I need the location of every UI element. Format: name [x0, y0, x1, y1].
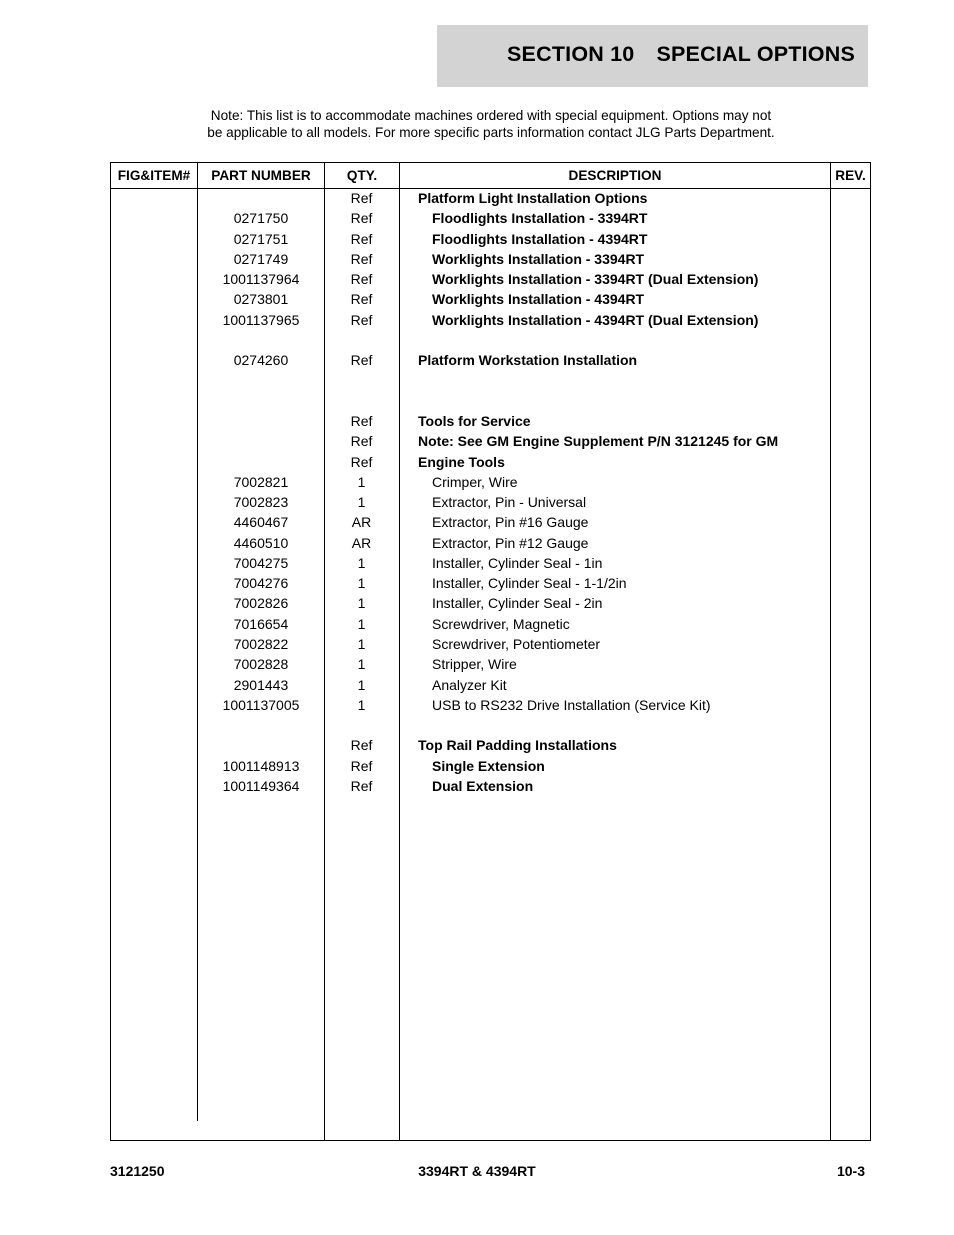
description-cell: Worklights Installation - 3394RT (Dual Extension)	[432, 271, 759, 287]
description-cell: Installer, Cylinder Seal - 1in	[432, 555, 603, 571]
description-cell: Engine Tools	[418, 454, 505, 470]
table-row	[111, 289, 870, 309]
table-row	[111, 452, 870, 472]
description-cell: Screwdriver, Magnetic	[432, 616, 570, 632]
qty-cell: Ref	[350, 413, 373, 429]
qty-cell: Ref	[350, 352, 373, 368]
description-cell: Worklights Installation - 3394RT	[432, 251, 645, 267]
section-title	[507, 42, 855, 67]
description-cell: Platform Light Installation Options	[418, 190, 648, 206]
part-number-cell: 1001137005	[222, 697, 300, 713]
part-number-cell: 4460510	[233, 535, 289, 551]
part-number-cell: 7002822	[233, 636, 289, 652]
description-cell: Worklights Installation - 4394RT	[432, 291, 645, 307]
qty-cell: Ref	[350, 251, 373, 267]
qty-cell: 1	[357, 575, 366, 591]
table-row	[111, 735, 870, 755]
description-cell: Installer, Cylinder Seal - 2in	[432, 595, 603, 611]
part-number-cell: 0273801	[233, 291, 289, 307]
qty-cell: Ref	[350, 271, 373, 287]
description-cell: Floodlights Installation - 4394RT	[432, 231, 648, 247]
note-line-2: be applicable to all models. For more specific parts information contact JLG Parts Department.	[207, 124, 775, 140]
qty-cell: 1	[357, 636, 366, 652]
part-number-cell: 7002826	[233, 595, 289, 611]
table-row	[111, 249, 870, 269]
parts-table	[110, 162, 871, 1141]
qty-cell: Ref	[350, 231, 373, 247]
qty-cell: Ref	[350, 312, 373, 328]
part-number-cell: 4460467	[233, 514, 289, 530]
description-cell: Analyzer Kit	[432, 677, 507, 693]
qty-cell: AR	[351, 535, 372, 551]
qty-cell: Ref	[350, 433, 373, 449]
part-number-cell: 7004276	[233, 575, 289, 591]
qty-cell: Ref	[350, 190, 373, 206]
table-row	[111, 188, 870, 208]
description-cell: Note: See GM Engine Supplement P/N 3121245 for GM	[418, 433, 779, 449]
part-number-cell: 0271749	[233, 251, 289, 267]
description-cell: Installer, Cylinder Seal - 1-1/2in	[432, 575, 627, 591]
part-number-cell: 7002828	[233, 656, 289, 672]
qty-cell: Ref	[350, 737, 373, 753]
qty-cell: 1	[357, 697, 366, 713]
applicability-note	[160, 108, 822, 141]
footer-doc-number: 3121250	[110, 1163, 165, 1179]
section-name: SPECIAL OPTIONS	[656, 42, 855, 66]
part-number-cell: 2901443	[233, 677, 289, 693]
qty-cell: 1	[357, 677, 366, 693]
table-row	[111, 492, 870, 512]
footer-page-number: 10-3	[836, 1163, 865, 1179]
table-row	[111, 776, 870, 796]
part-number-cell: 1001148913	[222, 758, 300, 774]
column-header-part-number: PART NUMBER	[211, 168, 311, 183]
table-row	[111, 411, 870, 431]
column-header-rev: REV.	[835, 168, 866, 183]
qty-cell: Ref	[350, 454, 373, 470]
table-row	[111, 553, 870, 573]
qty-cell: 1	[357, 656, 366, 672]
qty-cell: Ref	[350, 291, 373, 307]
table-row	[111, 614, 870, 634]
description-cell: Single Extension	[432, 758, 545, 774]
qty-cell: 1	[357, 555, 366, 571]
part-number-cell: 1001137965	[222, 312, 300, 328]
section-banner	[437, 25, 868, 87]
description-cell: Top Rail Padding Installations	[418, 737, 617, 753]
description-cell: Tools for Service	[418, 413, 531, 429]
table-row	[111, 350, 870, 370]
table-row	[111, 512, 870, 532]
table-row	[111, 472, 870, 492]
description-cell: Extractor, Pin #16 Gauge	[432, 514, 589, 530]
description-cell: Screwdriver, Potentiometer	[432, 636, 601, 652]
note-line-1: Note: This list is to accommodate machines ordered with special equipment. Options may not	[210, 108, 772, 123]
table-row	[111, 310, 870, 330]
table-row	[111, 208, 870, 228]
qty-cell: 1	[357, 595, 366, 611]
qty-cell: AR	[351, 514, 372, 530]
column-header-qty: QTY.	[346, 168, 378, 183]
part-number-cell: 0271751	[233, 231, 289, 247]
description-cell: Dual Extension	[432, 778, 534, 794]
table-row	[111, 269, 870, 289]
qty-cell: Ref	[350, 758, 373, 774]
part-number-cell: 1001137964	[222, 271, 300, 287]
qty-cell: 1	[357, 616, 366, 632]
qty-cell: 1	[357, 474, 366, 490]
description-cell: Worklights Installation - 4394RT (Dual Extension)	[432, 312, 759, 328]
part-number-cell: 7004275	[233, 555, 289, 571]
description-cell: USB to RS232 Drive Installation (Service Kit)	[432, 697, 711, 713]
qty-cell: Ref	[350, 778, 373, 794]
table-row	[111, 593, 870, 613]
description-cell: Crimper, Wire	[432, 474, 518, 490]
table-row	[111, 573, 870, 593]
table-row	[111, 695, 870, 715]
section-number: SECTION 10	[507, 42, 635, 66]
part-number-cell: 7002821	[233, 474, 289, 490]
table-row	[111, 654, 870, 674]
description-cell: Floodlights Installation - 3394RT	[432, 210, 648, 226]
qty-cell: 1	[357, 494, 366, 510]
description-cell: Platform Workstation Installation	[418, 352, 638, 368]
table-row	[111, 431, 870, 451]
part-number-cell: 0271750	[233, 210, 289, 226]
description-cell: Extractor, Pin #12 Gauge	[432, 535, 589, 551]
table-row	[111, 634, 870, 654]
footer-models: 3394RT & 4394RT	[418, 1163, 536, 1179]
column-header-description: DESCRIPTION	[568, 168, 662, 183]
column-header-fig-item: FIG&ITEM#	[117, 168, 191, 183]
part-number-cell: 0274260	[233, 352, 289, 368]
table-row	[111, 533, 870, 553]
table-row	[111, 229, 870, 249]
qty-cell: Ref	[350, 210, 373, 226]
description-cell: Stripper, Wire	[432, 656, 517, 672]
part-number-cell: 7002823	[233, 494, 289, 510]
part-number-cell: 7016654	[233, 616, 289, 632]
table-row	[111, 675, 870, 695]
table-row	[111, 756, 870, 776]
description-cell: Extractor, Pin - Universal	[432, 494, 587, 510]
part-number-cell: 1001149364	[222, 778, 300, 794]
